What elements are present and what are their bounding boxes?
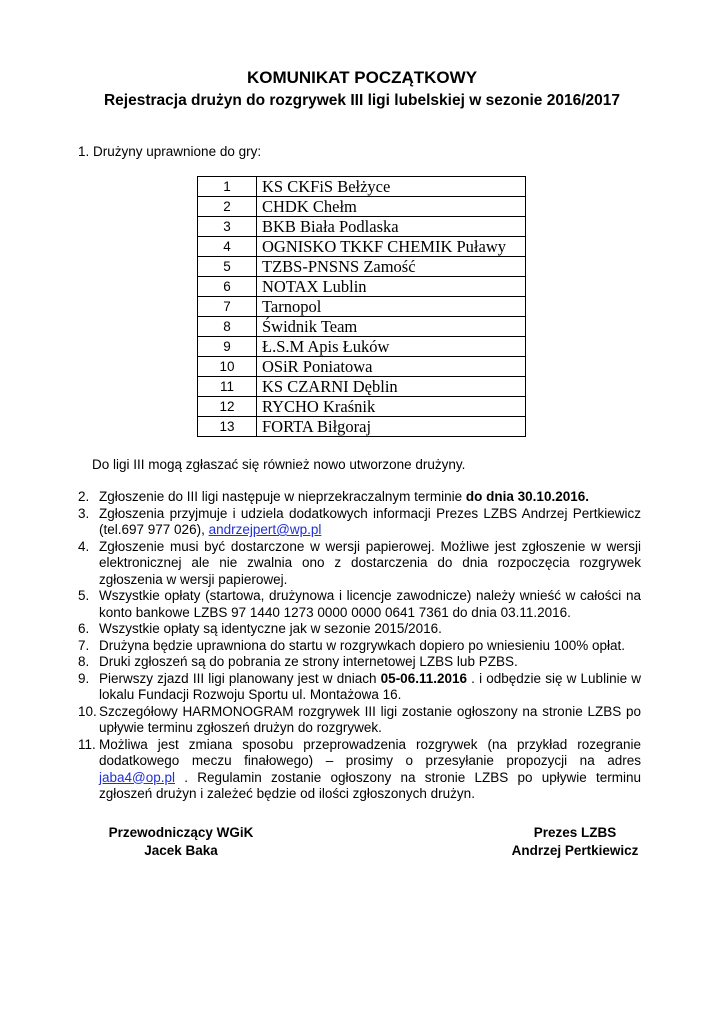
team-number: 2: [198, 197, 257, 217]
team-name: NOTAX Lublin: [257, 277, 526, 297]
signature-right: [494, 824, 656, 860]
table-row: [198, 277, 526, 297]
signature-name: Andrzej Pertkiewicz: [511, 843, 639, 858]
team-number: 7: [198, 297, 257, 317]
table-row: [198, 317, 526, 337]
table-row: [198, 237, 526, 257]
list-item: [78, 588, 641, 621]
item-number: 6.: [78, 621, 90, 636]
team-name: OSiR Poniatowa: [257, 357, 526, 377]
list-item: [78, 638, 641, 655]
team-number: 10: [198, 357, 257, 377]
table-row: [198, 397, 526, 417]
team-number: 5: [198, 257, 257, 277]
table-row: [198, 357, 526, 377]
table-row: [198, 197, 526, 217]
table-row: [198, 377, 526, 397]
item-text: Możliwa jest zmiana sposobu przeprowadzenia rozgrywek (na przykład rozegranie dodatkowego meczu finałowego) – prosimy o przesyłanie propozycji na adres: [99, 736, 641, 768]
item-text: Zgłoszenie do III ligi następuje w nieprzekraczalnym terminie: [99, 489, 466, 504]
signature-name: Jacek Baka: [144, 843, 218, 858]
team-name: FORTA Biłgoraj: [257, 417, 526, 437]
item-text: Wszystkie opłaty (startowa, drużynowa i licencje zawodnicze) należy wnieść w całości na konto bankowe LZBS 97 1440 1273 0000 0000 0641 7361 do dnia 03.11.2016.: [99, 588, 641, 620]
team-name: Ł.S.M Apis Łuków: [257, 337, 526, 357]
list-item: [78, 671, 641, 704]
team-number: 6: [198, 277, 257, 297]
item-number: 10.: [78, 703, 97, 719]
team-name: TZBS-PNSNS Zamość: [257, 257, 526, 277]
team-name: Świdnik Team: [257, 317, 526, 337]
teams-table: [197, 176, 526, 437]
page-subtitle: Rejestracja drużyn do rozgrywek III ligi lubelskiej w sezonie 2016/2017: [103, 92, 621, 109]
list-item: [78, 489, 641, 506]
item-text: Wszystkie opłaty są identyczne jak w sezonie 2015/2016.: [99, 621, 442, 636]
item-number: 4.: [78, 538, 90, 554]
team-number: 12: [198, 397, 257, 417]
team-number: 9: [198, 337, 257, 357]
team-name: CHDK Chełm: [257, 197, 526, 217]
table-row: [198, 217, 526, 237]
new-teams-note: Do ligi III mogą zgłaszać się również nowo utworzone drużyny.: [92, 457, 466, 472]
item-text: Pierwszy zjazd III ligi planowany jest w dniach: [99, 670, 381, 686]
item-text: Zgłoszenia przyjmuje i udziela dodatkowych informacji Prezes LZBS Andrzej Pertkiewicz (tel.697 977 026),: [99, 505, 641, 537]
team-number: 11: [198, 377, 257, 397]
team-number: 1: [198, 177, 257, 197]
rules-list: [78, 489, 641, 803]
email-link-jaba4[interactable]: jaba4@op.pl: [99, 769, 176, 785]
list-item: [78, 654, 641, 671]
item-number: 7.: [78, 637, 90, 653]
table-row: [198, 297, 526, 317]
item-number: 11.: [78, 736, 96, 752]
team-number: 13: [198, 417, 257, 437]
signature-role: Przewodniczący WGiK: [108, 825, 254, 840]
section-1-label: 1. Drużyny uprawnione do gry:: [78, 144, 262, 159]
team-number: 8: [198, 317, 257, 337]
team-name: Tarnopol: [257, 297, 526, 317]
email-link-andrzejpert[interactable]: andrzejpert@wp.pl: [208, 522, 322, 537]
item-text: . Regulamin zostanie ogłoszony na stronie LZBS po upływie terminu zgłoszeń drużyn i zależeć będzie od ilości zgłoszonych drużyn.: [99, 769, 641, 801]
table-row: [198, 257, 526, 277]
team-name: OGNISKO TKKF CHEMIK Puławy: [257, 237, 526, 257]
item-text: Szczegółowy HARMONOGRAM rozgrywek III ligi zostanie ogłoszony na stronie LZBS po upływie terminu zgłoszeń drużyn do rozgrywek.: [99, 703, 641, 735]
team-number: 3: [198, 217, 257, 237]
item-text: . i odbędzie się w Lublinie w lokalu Fundacji Rozwoju Sportu ul. Montażowa 16.: [99, 670, 641, 702]
list-item: [78, 539, 641, 589]
deadline-date: do dnia 30.10.2016.: [465, 489, 589, 504]
team-number: 4: [198, 237, 257, 257]
list-item: [78, 621, 641, 638]
meeting-date: 05-06.11.2016: [380, 670, 468, 686]
list-item: [78, 704, 641, 737]
table-row: [198, 417, 526, 437]
item-number: 8.: [78, 654, 90, 669]
item-number: 3.: [78, 505, 90, 521]
signature-role: Prezes LZBS: [533, 825, 617, 840]
team-name: KS CKFiS Bełżyce: [257, 177, 526, 197]
item-text: Druki zgłoszeń są do pobrania ze strony internetowej LZBS lub PZBS.: [99, 654, 518, 669]
team-name: KS CZARNI Dęblin: [257, 377, 526, 397]
table-row: [198, 337, 526, 357]
list-item: [78, 506, 641, 539]
item-number: 9.: [78, 670, 90, 686]
list-item: [78, 737, 641, 803]
item-text: Drużyna będzie uprawniona do startu w rozgrywkach dopiero po wniesieniu 100% opłat.: [99, 637, 626, 653]
signature-left: [92, 824, 270, 860]
team-name: RYCHO Kraśnik: [257, 397, 526, 417]
team-name: BKB Biała Podlaska: [257, 217, 526, 237]
item-text: Zgłoszenie musi być dostarczone w wersji papierowej. Możliwe jest zgłoszenie w wersji elektronicznej ale nie zwalnia ono z dostarczenia do dnia rozpoczęcia rozgrywek zgłoszenia w wersji papierowej.: [99, 538, 641, 587]
item-number: 2.: [78, 489, 90, 504]
item-number: 5.: [78, 588, 90, 603]
page-title: KOMUNIKAT POCZĄTKOWY: [246, 68, 478, 87]
table-row: [198, 177, 526, 197]
